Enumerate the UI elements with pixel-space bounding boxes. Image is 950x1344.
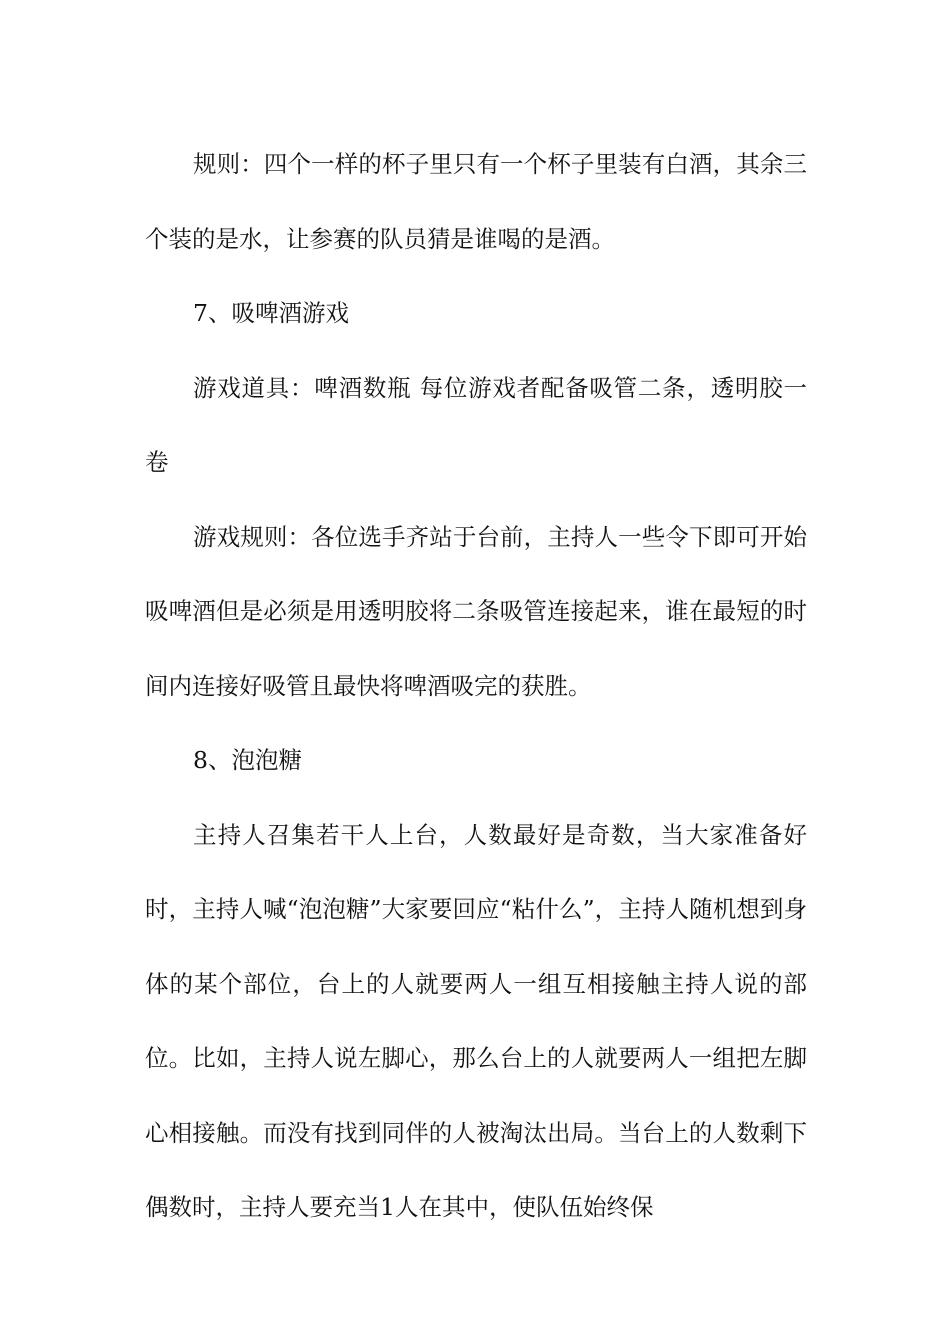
paragraph-rules: 规则：四个一样的杯子里只有一个杯子里装有白酒，其余三个装的是水，让参赛的队员猜是谁喝的是酒。 — [145, 150, 807, 253]
paragraph-game-props: 游戏道具：啤酒数瓶 每位游戏者配备吸管二条，透明胶一卷 — [145, 373, 807, 476]
heading-beer-straw-game: 7、吸啤酒游戏 — [193, 299, 349, 327]
heading-bubble-gum: 8、泡泡糖 — [193, 746, 302, 774]
paragraph-bubble-gum-rules: 主持人召集若干人上台，人数最好是奇数，当大家准备好时，主持人喊“泡泡糖”大家要回应“粘什么”，主持人随机想到身体的某个部位，台上的人就要两人一组互相接触主持人说的部位。比如，主持人说左脚心，那么台上的人就要两人一组把左脚心相接触。而没有找到同伴的人被淘汰出局。当台上的人数剩下偶数时，主持人要充当1人在其中，使队伍始终保 — [145, 820, 807, 1221]
paragraph-game-rules: 游戏规则：各位选手齐站于台前，主持人一些令下即可开始吸啤酒但是必须是用透明胶将二条吸管连接起来，谁在最短的时间内连接好吸管且最快将啤酒吸完的获胜。 — [145, 522, 807, 700]
document-body — [145, 127, 807, 1245]
